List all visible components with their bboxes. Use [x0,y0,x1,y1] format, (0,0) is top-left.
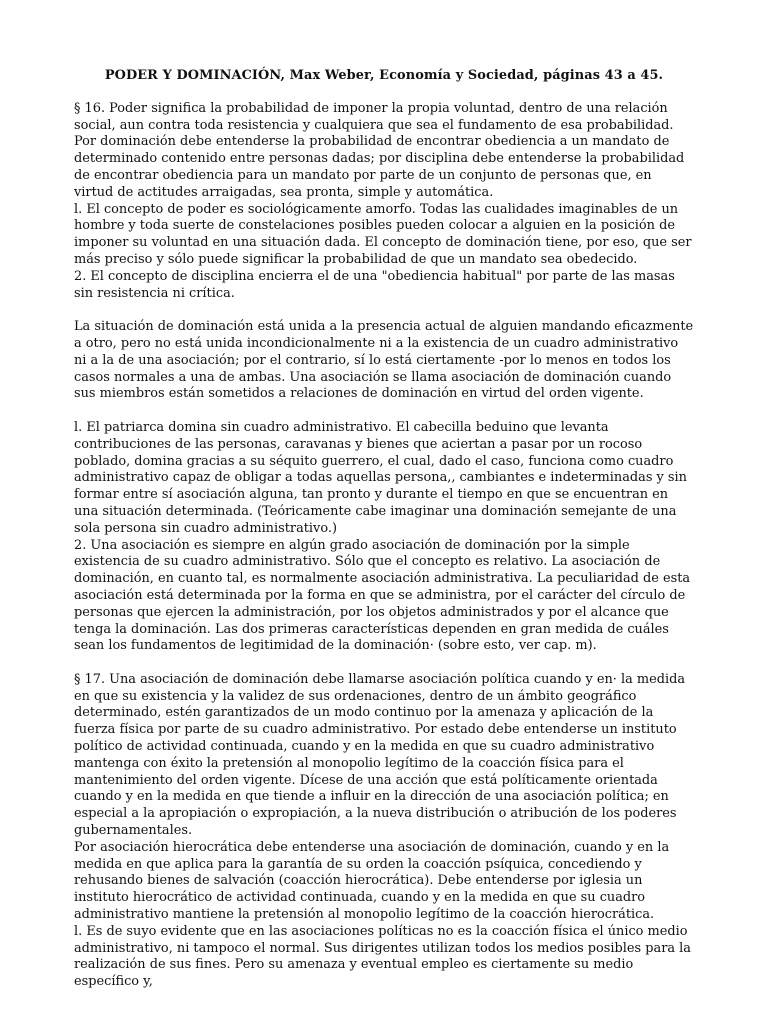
paragraph-situacion-dominacion: La situación de dominación está unida a la presencia actual de alguien mandando eficazmente a otro, pero no está unida incondicionalmente ni a la existencia de un cuadro administrativo ni a la de una asociación; por el contrario, sí lo está ciertamente -por lo menos en todos los casos normales a una de ambas. Una asociación se llama asociación de dominación cuando sus miembros están sometidos a relaciones de dominación en virtud del orden vigente. [74,319,694,402]
paragraph-patriarca: l. El patriarca domina sin cuadro administrativo. El cabecilla beduino que levanta contribuciones de las personas, caravanas y bienes que aciertan a pasar por un rocoso poblado, domina gracias a su séquito guerrero, el cual, dado el caso, funciona como cuadro administrativo capaz de obligar a todas aquellas persona,, cambiantes e indeterminadas y sin formar entre sí asociación alguna, tan pronto y durante el tiempo en que se encuentran en una situación determinada. (Teóricamente cabe imaginar una dominación semejante de una sola persona sin cuadro administrativo.) 2. Una asociación es siempre en algún grado asociación de dominación por la simple existencia de su cuadro administrativo. Sólo que el concepto es relativo. La asociación de dominación, en cuanto tal, es normalmente asociación administrativa. La peculiaridad de esta asociación está determinada por la forma en que se administra, por el carácter del círculo de personas que ejercen la administración, por los objetos administrados y por el alcance que tenga la dominación. Las dos primeras características dependen en gran medida de cuáles sean los fundamentos de legitimidad de la dominación· (sobre esto, ver cap. m). [74,419,691,654]
document-title: PODER Y DOMINACIÓN, Max Weber, Economía y Sociedad, páginas 43 a 45. [104,68,664,83]
paragraph-gap [74,655,694,672]
paragraph-section-17: § 17. Una asociación de dominación debe llamarse asociación política cuando y en· la medida en que su existencia y la validez de sus ordenaciones, dentro de un ámbito geográfico determinado, estén garantizados de un modo continuo por la amenaza y aplicación de la fuerza física por parte de su cuadro administrativo. Por estado debe entenderse un instituto político de actividad continuada, cuando y en la medida en que su cuadro administrativo mantenga con éxito la pretensión al monopolio legítimo de la coacción física para el mantenimiento del orden vigente. Dícese de una acción que está políticamente orientada cuando y en la medida en que tiende a influir en la dirección de una asociación política; en especial a la apropiación o expropiación, a la nueva distribución o atribución de los poderes gubernamentales. Por asociación hierocrática debe entenderse una asociación de dominación, cuando y en la medida en que aplica para la garantía de su orden la coacción psíquica, concediendo y rehusando bienes de salvación (coacción hierocrática). Debe entenderse por iglesia un instituto hierocrático de actividad continuada, cuando y en la medida en que su cuadro administrativo mantiene la pretensión al monopolio legítimo de la coacción hierocrática. l. Es de suyo evidente que en las asociaciones políticas no es la coacción física el único medio administrativo, ni tampoco el normal. Sus dirigentes utilizan todos los medios posibles para la realización de sus fines. Pero su amenaza y eventual empleo es ciertamente su medio específico y, [74,671,691,990]
document-page [74,60,694,991]
paragraph-gap [74,403,694,420]
paragraph-section-16: § 16. Poder significa la probabilidad de imponer la propia voluntad, dentro de una relación social, aun contra toda resistencia y cualquiera que sea el fundamento de esa probabilidad. Por dominación debe entenderse la probabilidad de encontrar obediencia a un mandato de determinado contenido entre personas dadas; por disciplina debe entenderse la probabilidad de encontrar obediencia para un mandato por parte de un conjunto de personas que, en virtud de actitudes arraigadas, sea pronta, simple y automática. l. El concepto de poder es sociológicamente amorfo. Todas las cualidades imaginables de un hombre y toda suerte de constelaciones posibles pueden colocar a alguien en la posición de imponer su voluntad en una situación dada. El concepto de dominación tiene, por eso, que ser más preciso y sólo puede significar la probabilidad de que un mandato sea obedecido. 2. El concepto de disciplina encierra el de una "obediencia habitual" por parte de las masas sin resistencia ni crítica. [74,100,692,301]
paragraph-gap [74,302,694,319]
